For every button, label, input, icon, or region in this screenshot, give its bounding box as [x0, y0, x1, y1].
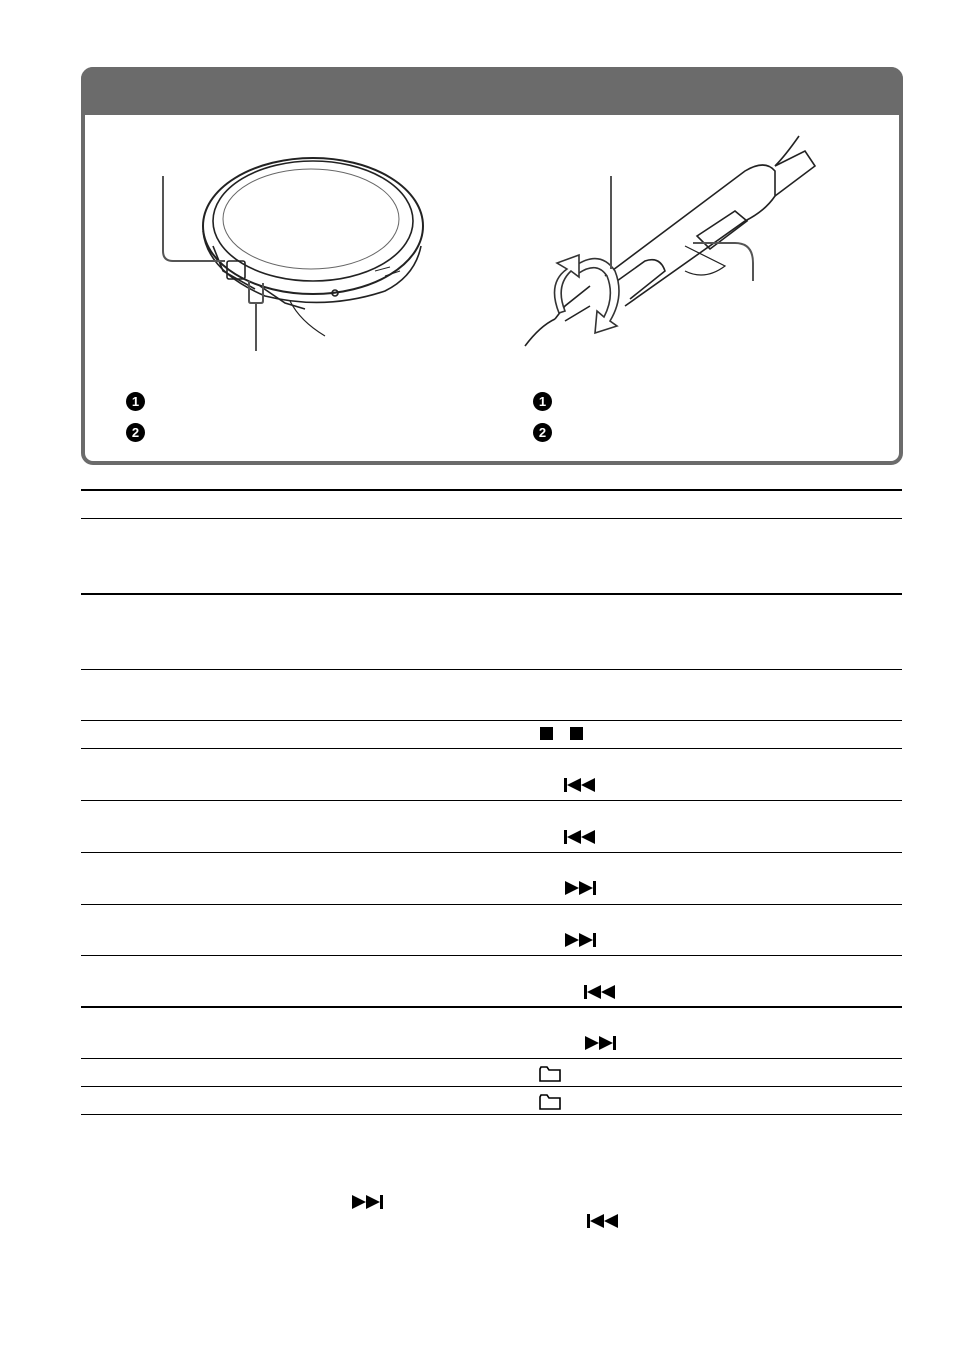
next-track-icon [585, 1036, 619, 1050]
left-callout-lines [163, 176, 263, 351]
table-row-rule [81, 904, 902, 905]
right-callout-1: 1 [533, 392, 552, 411]
prev-track-icon [564, 830, 598, 844]
device-illustrations [85, 71, 899, 461]
illustration-panel [81, 67, 903, 465]
prev-track-icon [584, 985, 618, 999]
next-track-icon [352, 1195, 386, 1209]
table-row-rule [81, 852, 902, 853]
prev-track-icon [587, 1214, 621, 1228]
remote-control-illustration [525, 136, 815, 346]
next-track-icon [565, 881, 599, 895]
folder-icon [539, 1066, 561, 1082]
table-row-rule [81, 955, 902, 956]
right-callout-2: 2 [533, 423, 552, 442]
left-callout-2: 2 [126, 423, 145, 442]
stop-icon [540, 727, 584, 740]
table-row-rule [81, 1058, 902, 1059]
table-row-rule [81, 1086, 902, 1087]
table-top-rule [81, 489, 902, 491]
table-row-rule [81, 669, 902, 670]
table-row-rule [81, 1006, 902, 1008]
table-bottom-rule [81, 1114, 902, 1115]
table-row-rule [81, 800, 902, 801]
table-row-rule [81, 518, 902, 519]
folder-icon [539, 1094, 561, 1110]
jog-rotation-arrow [555, 255, 620, 333]
disc-player-illustration [203, 158, 423, 336]
table-row-rule [81, 593, 902, 595]
next-track-icon [565, 933, 599, 947]
table-row-rule [81, 748, 902, 749]
prev-track-icon [564, 778, 598, 792]
left-callout-1: 1 [126, 392, 145, 411]
table-row-rule [81, 720, 902, 721]
